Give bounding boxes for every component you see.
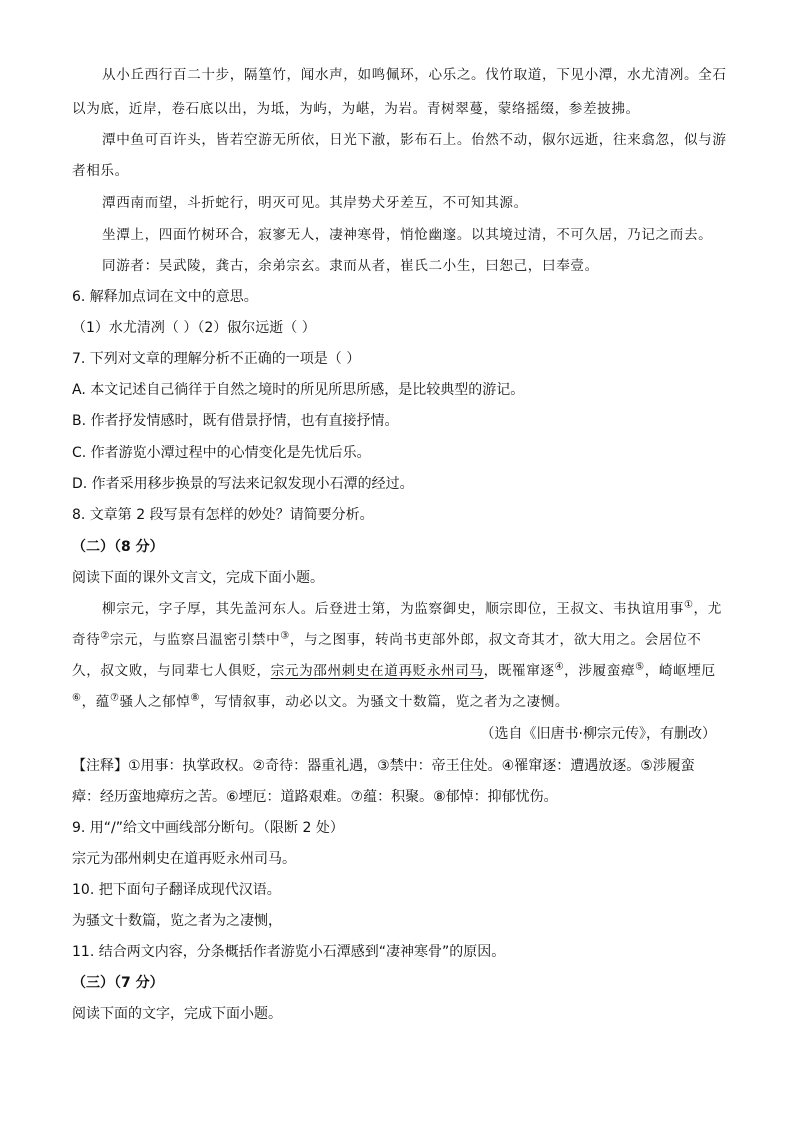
passage2-line: 柳宗元，字子厚，其先盖河东人。后登进士第，为监察御史，顺宗即位，王叔文、韦执谊用事①，尤 — [102, 599, 722, 617]
passage1-line: 同游者：吴武陵，龚古，余弟宗玄。隶而从者，崔氏二小生，曰恕己，曰奉壹。 — [102, 258, 599, 274]
note-marker: ⑥ — [72, 692, 82, 704]
passage2-line: 久，叔文败，与同辈七人俱贬，宗元为邵州刺史在道再贬永州司马，既罹窜逐④，涉履蛮瘴⑤，崎岖堙厄 — [72, 661, 716, 679]
section-2-instruction: 阅读下面的课外文言文，完成下面小题。 — [72, 570, 324, 586]
question-9-text: 宗元为邵州刺史在道再贬永州司马。 — [72, 851, 296, 867]
passage1-line: 以为底，近岸，卷石底以出，为坻，为屿，为嵁，为岩。青树翠蔓，蒙络摇缀，参差披拂。 — [72, 101, 640, 117]
question-6: 6. 解释加点词在文中的意思。 — [72, 289, 258, 305]
notes-line: 瘴：经历蛮地瘴疠之苦。⑥堙厄：道路艰难。⑦蕴：积聚。⑧郁悼：抑郁忧伤。 — [72, 789, 558, 805]
section-3-instruction: 阅读下面的文字，完成下面小题。 — [72, 1006, 282, 1022]
note-marker: ② — [100, 630, 110, 642]
note-marker: ⑤ — [635, 661, 645, 673]
option-c: C. 作者游览小潭过程中的心情变化是先忧后乐。 — [72, 445, 371, 461]
option-b: B. 作者抒发情感时，既有借景抒情，也有直接抒情。 — [72, 413, 399, 429]
question-9: 9. 用“/”给文中画线部分断句。（限断 2 处） — [72, 820, 344, 836]
question-8: 8. 文章第 2 段写景有怎样的妙处？请简要分析。 — [72, 507, 374, 523]
passage1-line: 坐潭上，四面竹树环合，寂寥无人，凄神寒骨，悄怆幽邃。以其境过清，不可久居，乃记之而去。 — [102, 227, 713, 243]
option-a: A. 本文记述自己徜徉于自然之境时的所见所思所感，是比较典型的游记。 — [72, 382, 525, 398]
option-d: D. 作者采用移步换景的写法来记叙发现小石潭的经过。 — [72, 476, 414, 492]
passage1-line: 潭西南而望，斗折蛇行，明灭可见。其岸势犬牙差互，不可知其源。 — [102, 195, 528, 211]
note-marker: ⑦ — [109, 692, 120, 704]
section-2-heading: （二）（8 分） — [72, 539, 164, 555]
question-7: 7. 下列对文章的理解分析不正确的一项是（ ） — [72, 351, 361, 367]
source-citation: （选自《旧唐书·柳宗元传》，有删改） — [480, 726, 716, 742]
section-3-heading: （三）（7 分） — [72, 975, 164, 991]
passage1-line: 潭中鱼可百许头，皆若空游无所依，日光下澈，影布石上。佁然不动，俶尔远逝，往来翕忽，似与游 — [102, 132, 727, 148]
note-marker: ③ — [280, 630, 290, 642]
passage1-line: 从小丘西行百二十步，隔篁竹，闻水声，如鸣佩环，心乐之。伐竹取道，下见小潭，水尤清冽。全石 — [102, 67, 727, 83]
question-11: 11. 结合两文内容，分条概括作者游览小石潭感到“凄神寒骨”的原因。 — [72, 944, 506, 960]
passage1-line: 者相乐。 — [72, 163, 129, 179]
note-marker: ④ — [554, 661, 565, 673]
question-10-text: 为骚文十数篇，览之者为之凄恻， — [72, 913, 282, 929]
question-6-items: （1）水尤清冽（ ）（2）俶尔远逝（ ） — [72, 320, 316, 336]
note-marker: ⑧ — [190, 692, 201, 704]
underlined-sentence: 宗元为邵州刺史在道再贬永州司马 — [270, 663, 484, 679]
passage2-line: ⑥，蕴⑦骚人之郁悼⑧，写情叙事，动必以文。为骚文十数篇，览之者为之凄恻。 — [72, 692, 570, 710]
note-marker: ① — [683, 599, 694, 611]
notes-line: 【注释】①用事：执掌政权。②奇待：器重礼遇，③禁中：帝王住处。④罹窜逐：遭遇放逐。⑤涉履蛮 — [72, 758, 695, 774]
question-10: 10. 把下面句子翻译成现代汉语。 — [72, 882, 281, 898]
passage2-line: 奇待②宗元，与监察吕温密引禁中③，与之图事，转尚书吏部外郎，叔文奇其才，欲大用之。会居位不 — [72, 630, 702, 648]
